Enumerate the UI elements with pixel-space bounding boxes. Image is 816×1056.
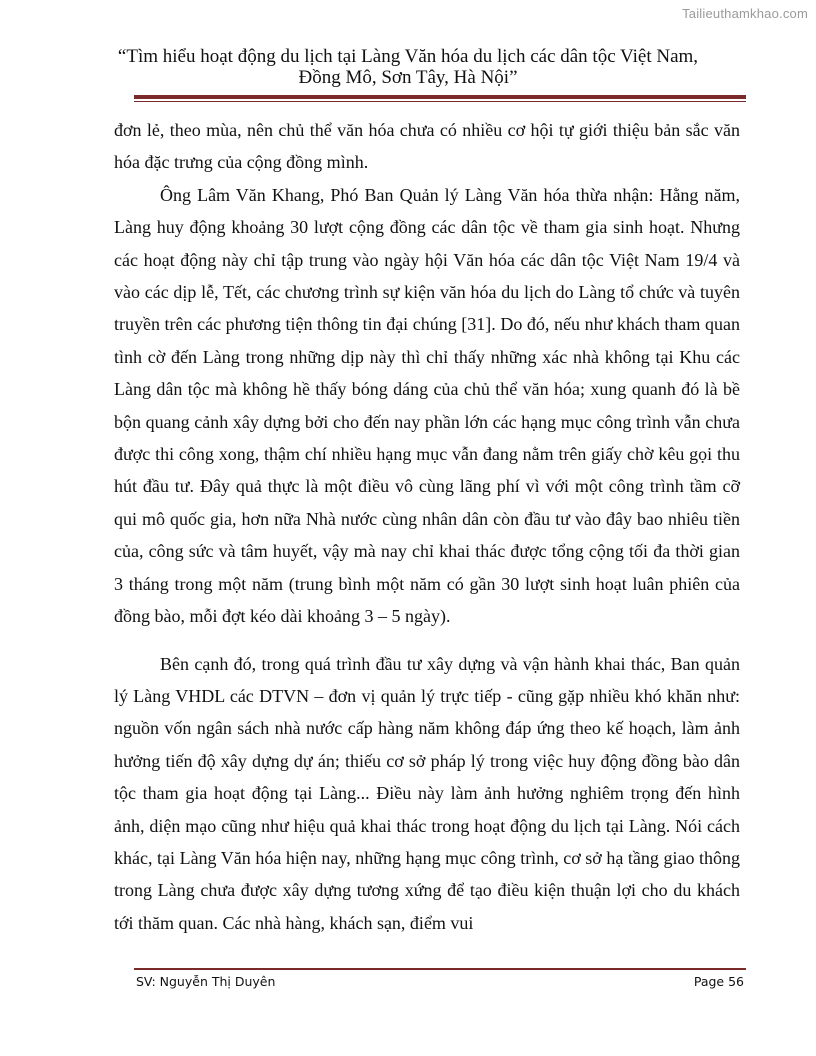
header-title-line-1: “Tìm hiểu hoạt động du lịch tại Làng Văn hóa du lịch các dân tộc Việt Nam, — [117, 46, 699, 67]
header-title-line-2: Đồng Mô, Sơn Tây, Hà Nội” — [298, 67, 518, 88]
document-body — [114, 114, 740, 939]
header-rule-thick — [134, 95, 746, 99]
footer-page-number: Page 56 — [693, 974, 744, 989]
footer-rule — [134, 968, 746, 970]
watermark-text: Tailieuthamkhao.com — [682, 6, 808, 21]
paragraph-continuation: đơn lẻ, theo mùa, nên chủ thể văn hóa chưa có nhiều cơ hội tự giới thiệu bản sắc văn hóa đặc trưng của cộng đồng mình. — [114, 120, 740, 173]
document-header-title — [100, 46, 716, 88]
paragraph: Bên cạnh đó, trong quá trình đầu tư xây dựng và vận hành khai thác, Ban quản lý Làng VHDL các DTVN – đơn vị quản lý trực tiếp - cũng gặp nhiều khó khăn như: nguồn vốn ngân sách nhà nước cấp hàng năm không đáp ứng theo kế hoạch, làm ảnh hưởng tiến độ xây dựng dự án; thiếu cơ sở pháp lý trong việc huy động đồng bào dân tộc tham gia hoạt động tại Làng... Điều này làm ảnh hưởng nghiêm trọng đến hình ảnh, diện mạo cũng như hiệu quả khai thác trong hoạt động du lịch tại Làng. Nói cách khác, tại Làng Văn hóa hiện nay, những hạng mục công trình, cơ sở hạ tầng giao thông trong Làng chưa được xây dựng tương xứng để tạo điều kiện thuận lợi cho du khách tới thăm quan. Các nhà hàng, khách sạn, điểm vui — [114, 653, 740, 933]
paragraph: Ông Lâm Văn Khang, Phó Ban Quản lý Làng Văn hóa thừa nhận: Hằng năm, Làng huy động khoảng 30 lượt cộng đồng các dân tộc về tham gia sinh hoạt. Nhưng các hoạt động này chỉ tập trung vào ngày hội Văn hóa các dân tộc Việt Nam 19/4 và vào các dịp lễ, Tết, các chương trình sự kiện văn hóa du lịch do Làng tổ chức và tuyên truyền trên các phương tiện thông tin đại chúng [31]. Do đó, nếu như khách tham quan tình cờ đến Làng trong những dịp này thì chỉ thấy những xác nhà không tại Khu các Làng dân tộc mà không hề thấy bóng dáng của chủ thể văn hóa; xung quanh đó là bề bộn quang cảnh xây dựng bởi cho đến nay phần lớn các hạng mục công trình vẫn chưa được thi công xong, thậm chí nhiều hạng mục vẫn đang nằm trên giấy chờ kêu gọi thu hút đầu tư. Đây quả thực là một điều vô cùng lãng phí vì với một công trình tầm cỡ qui mô quốc gia, hơn nữa Nhà nước cùng nhân dân còn đầu tư vào đây bao nhiêu tiền của, công sức và tâm huyết, vậy mà nay chỉ khai thác được tổng cộng tối đa thời gian 3 tháng trong một năm (trung bình một năm có gần 30 lượt sinh hoạt luân phiên của đồng bào, mỗi đợt kéo dài khoảng 3 – 5 ngày). — [114, 184, 740, 627]
header-rule-thin — [134, 101, 746, 102]
footer-author: SV: Nguyễn Thị Duyên — [136, 974, 276, 989]
